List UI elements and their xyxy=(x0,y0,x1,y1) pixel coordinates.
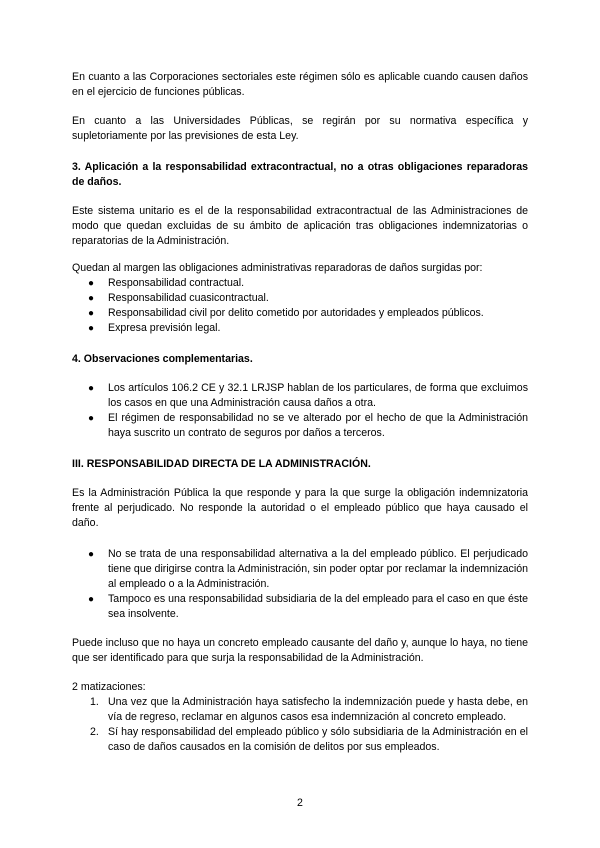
list-number: 1. xyxy=(90,696,99,708)
paragraph-sistema-unitario: Este sistema unitario es el de la responsabilidad extracontractual de las Administraciones de modo que quedan excluidas de su ámbito de aplicación tras obligaciones indemnizatorias o reparatorias de la Administración. xyxy=(72,205,528,247)
bullet-icon: ● xyxy=(88,293,95,304)
heading-section-iii: III. RESPONSABILIDAD DIRECTA DE LA ADMINISTRACIÓN. xyxy=(72,458,371,470)
bullet-icon: ● xyxy=(88,278,95,289)
paragraph-matizaciones: 2 matizaciones: xyxy=(72,681,146,693)
list-item: ● Responsabilidad cuasicontractual. xyxy=(88,292,269,304)
list-item: ● No se trata de una responsabilidad alternativa a la del empleado público. El perjudicado tiene que dirigirse contra la Administración, sin poder optar por reclamar la indemnización al empleado o a la Administración. xyxy=(88,548,528,590)
list-item: ● Responsabilidad civil por delito cometido por autoridades y empleados públicos. xyxy=(88,307,484,319)
list-number: 2. xyxy=(90,726,99,738)
numbered-list-matizaciones xyxy=(72,695,528,755)
bullet-list-observaciones xyxy=(72,381,528,441)
bullet-icon: ● xyxy=(88,594,95,605)
paragraph-corporaciones: En cuanto a las Corporaciones sectoriales este régimen sólo es aplicable cuando causen daños en el ejercicio de funciones públicas. xyxy=(72,71,528,98)
list-item: 2. Sí hay responsabilidad del empleado público y sólo subsidiaria de la Administración en el caso de daños causados en la comisión de delitos por sus empleados. xyxy=(90,726,528,753)
heading-section-4: 4. Observaciones complementarias. xyxy=(72,353,253,365)
list-item: ● Tampoco es una responsabilidad subsidiaria de la del empleado para el caso en que éste sea insolvente. xyxy=(88,593,528,620)
bullet-icon: ● xyxy=(88,383,95,394)
page-content xyxy=(72,70,528,755)
paragraph-quedan-al-margen: Quedan al margen las obligaciones administrativas reparadoras de daños surgidas por: xyxy=(72,262,483,274)
bullet-list-obligaciones xyxy=(72,276,528,336)
list-item: ● Expresa previsión legal. xyxy=(88,322,221,334)
list-item: ● Responsabilidad contractual. xyxy=(88,277,245,289)
heading-section-3: 3. Aplicación a la responsabilidad extracontractual, no a otras obligaciones reparadoras de daños. xyxy=(72,161,528,188)
list-item: 1. Una vez que la Administración haya satisfecho la indemnización puede y hasta debe, en vía de regreso, reclamar en algunos casos esa indemnización al concreto empleado. xyxy=(90,696,528,723)
paragraph-empleado-causante: Puede incluso que no haya un concreto empleado causante del daño y, aunque lo haya, no tiene que ser identificado para que surja la responsabilidad de la Administración. xyxy=(72,637,528,664)
page-number: 2 xyxy=(297,797,303,809)
bullet-icon: ● xyxy=(88,308,95,319)
bullet-icon: ● xyxy=(88,323,95,334)
list-item: ● El régimen de responsabilidad no se ve alterado por el hecho de que la Administración haya suscrito un contrato de seguros por daños a terceros. xyxy=(88,412,528,439)
bullet-icon: ● xyxy=(88,413,95,424)
bullet-list-responsabilidad xyxy=(72,547,528,622)
list-item: ● Los artículos 106.2 CE y 32.1 LRJSP hablan de los particulares, de forma que excluimos los casos en que una Administración causa daños a otra. xyxy=(88,382,528,409)
paragraph-universidades: En cuanto a las Universidades Públicas, se regirán por su normativa específica y supletoriamente por las previsiones de esta Ley. xyxy=(72,115,528,142)
bullet-icon: ● xyxy=(88,549,95,560)
paragraph-administracion-responde: Es la Administración Pública la que responde y para la que surge la obligación indemnizatoria frente al perjudicado. No responde la autoridad o el empleado público que haya causado el daño. xyxy=(72,487,528,529)
